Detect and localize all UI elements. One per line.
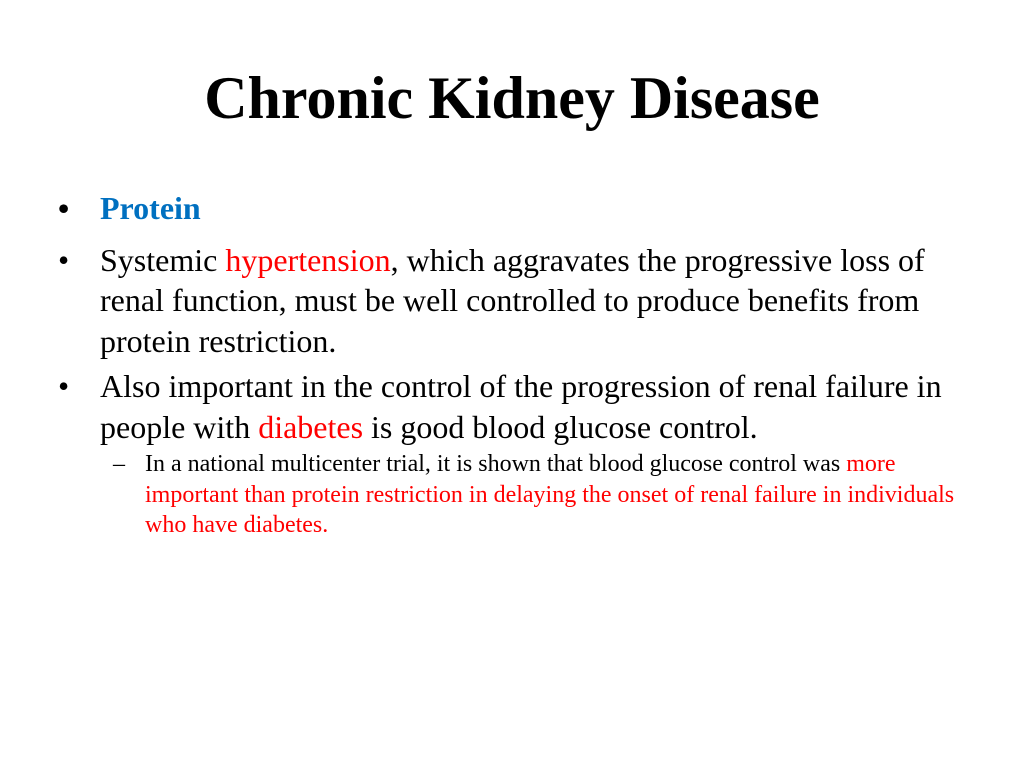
sub-bullet-text: In a national multicenter trial, it is shown that blood glucose control was (145, 451, 847, 477)
bullet-item-protein (55, 188, 980, 229)
bullet-marker: • (58, 190, 70, 226)
bullet-item-hypertension (55, 240, 980, 362)
slide-title: Chronic Kidney Disease (204, 65, 820, 131)
highlight-diabetes: diabetes (258, 408, 364, 445)
bullet-text: Systemic (100, 241, 226, 278)
highlight-trial-finding: more important than protein restriction in delaying the onset of renal failure in individuals who have diabetes. (145, 451, 955, 538)
highlight-hypertension: hypertension (225, 241, 391, 278)
sub-bullet-item-trial (100, 449, 980, 541)
sub-bullet-list (100, 449, 980, 541)
bullet-marker: • (58, 368, 70, 404)
bullet-text-continued: is good blood glucose control. (363, 408, 758, 445)
bullet-text-continued: , which aggravates the progressive loss of renal function, must be well controlled to produce benefits from protein restriction. (100, 241, 925, 359)
bullet-list (55, 188, 980, 546)
bullet-text: Also important in the control of the progression of renal failure in people with (100, 368, 942, 445)
sub-bullet-marker: – (113, 451, 125, 477)
bullet-item-diabetes (55, 366, 980, 541)
bullet-marker: • (58, 241, 70, 278)
bullet-heading-text: Protein (100, 190, 201, 226)
